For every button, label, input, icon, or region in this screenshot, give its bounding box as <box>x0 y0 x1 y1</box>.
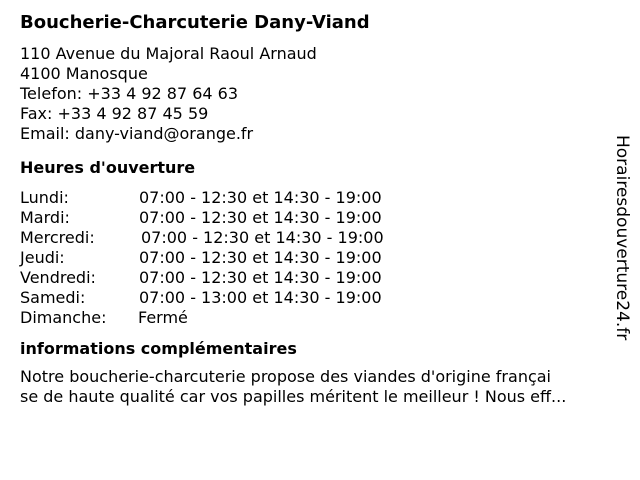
time-range: Fermé <box>138 308 188 327</box>
hours-row-wednesday <box>20 228 600 248</box>
info-description <box>20 367 600 407</box>
time-range: 07:00 - 12:30 et 14:30 - 19:00 <box>141 228 384 247</box>
day-label: Mercredi: <box>20 228 95 247</box>
business-card <box>20 12 600 407</box>
hours-row-saturday <box>20 288 600 308</box>
day-label: Samedi: <box>20 288 86 307</box>
hours-table <box>20 188 600 328</box>
time-range: 07:00 - 12:30 et 14:30 - 19:00 <box>139 188 382 207</box>
hours-heading: Heures d'ouverture <box>20 158 196 177</box>
day-label: Jeudi: <box>20 248 65 267</box>
time-range: 07:00 - 12:30 et 14:30 - 19:00 <box>139 248 382 267</box>
info-line-1: Notre boucherie-charcuterie propose des viandes d'origine françai <box>20 367 551 386</box>
hours-row-monday <box>20 188 600 208</box>
day-label: Lundi: <box>20 188 69 207</box>
hours-row-thursday <box>20 248 600 268</box>
info-line-2: se de haute qualité car vos papilles méritent le meilleur ! Nous eff... <box>20 387 567 406</box>
site-watermark: Horairesdouverture24.fr <box>612 135 632 341</box>
hours-row-friday <box>20 268 600 288</box>
hours-row-tuesday <box>20 208 600 228</box>
business-name: Boucherie-Charcuterie Dany-Viand <box>20 12 370 33</box>
time-range: 07:00 - 12:30 et 14:30 - 19:00 <box>139 268 382 287</box>
address-street: 110 Avenue du Majoral Raoul Arnaud <box>20 44 317 63</box>
info-heading: informations complémentaires <box>20 339 297 358</box>
address-city: 4100 Manosque <box>20 64 148 83</box>
fax-number: Fax: +33 4 92 87 45 59 <box>20 104 209 123</box>
contact-block <box>20 44 600 144</box>
day-label: Vendredi: <box>20 268 96 287</box>
hours-row-sunday <box>20 308 600 328</box>
time-range: 07:00 - 12:30 et 14:30 - 19:00 <box>139 208 382 227</box>
time-range: 07:00 - 13:00 et 14:30 - 19:00 <box>139 288 382 307</box>
phone-number: Telefon: +33 4 92 87 64 63 <box>20 84 239 103</box>
day-label: Dimanche: <box>20 308 107 327</box>
email-address: Email: dany-viand@orange.fr <box>20 124 254 143</box>
day-label: Mardi: <box>20 208 70 227</box>
